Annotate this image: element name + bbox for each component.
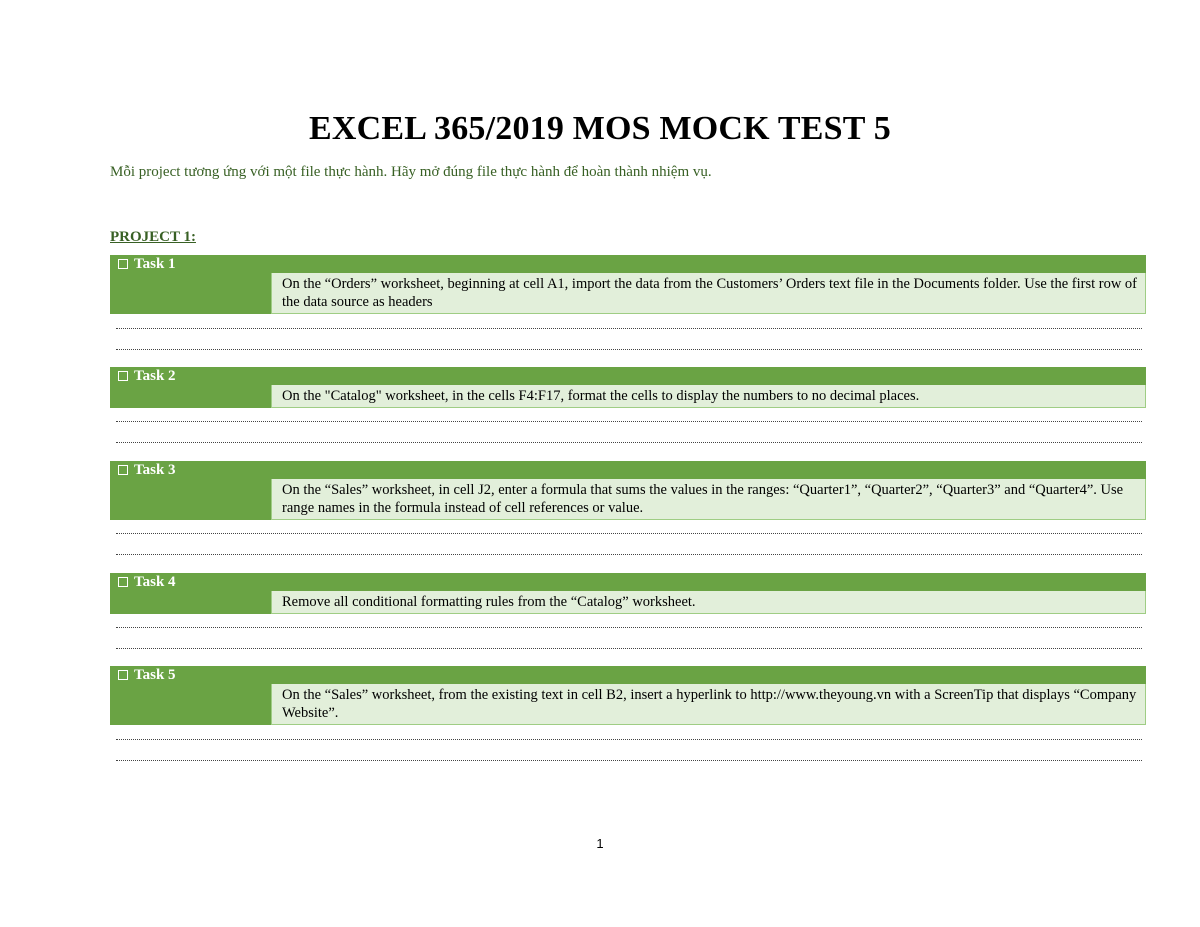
answer-line	[116, 648, 1142, 649]
answer-line	[116, 349, 1142, 350]
answer-line	[116, 627, 1142, 628]
checkbox-icon[interactable]	[118, 670, 128, 680]
answer-line	[116, 442, 1142, 443]
task-label: Task 4	[134, 574, 176, 590]
answer-line	[116, 554, 1142, 555]
answer-line	[116, 739, 1142, 740]
task-description: Remove all conditional formatting rules from the “Catalog” worksheet.	[271, 591, 1146, 614]
task-block	[110, 255, 1146, 314]
checkbox-icon[interactable]	[118, 465, 128, 475]
document-title: EXCEL 365/2019 MOS MOCK TEST 5	[309, 110, 891, 147]
checkbox-icon[interactable]	[118, 371, 128, 381]
answer-line	[116, 328, 1142, 329]
task-description: On the "Catalog" worksheet, in the cells F4:F17, format the cells to display the numbers to no decimal places.	[271, 385, 1146, 408]
task-block	[110, 573, 1146, 614]
page-number: 1	[596, 836, 604, 851]
task-label: Task 2	[134, 368, 176, 384]
task-description: On the “Sales” worksheet, from the existing text in cell B2, insert a hyperlink to http://www.theyoung.vn with a ScreenTip that displays “Company Website”.	[271, 684, 1146, 725]
task-label: Task 1	[134, 256, 176, 272]
answer-line	[116, 421, 1142, 422]
checkbox-icon[interactable]	[118, 577, 128, 587]
task-description: On the “Orders” worksheet, beginning at cell A1, import the data from the Customers’ Orders text file in the Documents folder. Use the first row of the data source as headers	[271, 273, 1146, 314]
task-header	[110, 255, 1146, 273]
task-description: On the “Sales” worksheet, in cell J2, enter a formula that sums the values in the ranges: “Quarter1”, “Quarter2”, “Quarter3” and “Quarter4”. Use range names in the formula instead of cell references or value.	[271, 479, 1146, 520]
instruction-text: Mỗi project tương ứng với một file thực hành. Hãy mở đúng file thực hành để hoàn thành nhiệm vụ.	[110, 164, 712, 180]
task-header	[110, 367, 1146, 385]
checkbox-icon[interactable]	[118, 259, 128, 269]
project-heading: PROJECT 1:	[110, 229, 196, 245]
task-header	[110, 666, 1146, 684]
task-block	[110, 367, 1146, 408]
answer-line	[116, 760, 1142, 761]
task-block	[110, 666, 1146, 725]
answer-line	[116, 533, 1142, 534]
task-header	[110, 461, 1146, 479]
task-label: Task 5	[134, 667, 176, 683]
task-block	[110, 461, 1146, 520]
task-label: Task 3	[134, 462, 176, 478]
task-header	[110, 573, 1146, 591]
